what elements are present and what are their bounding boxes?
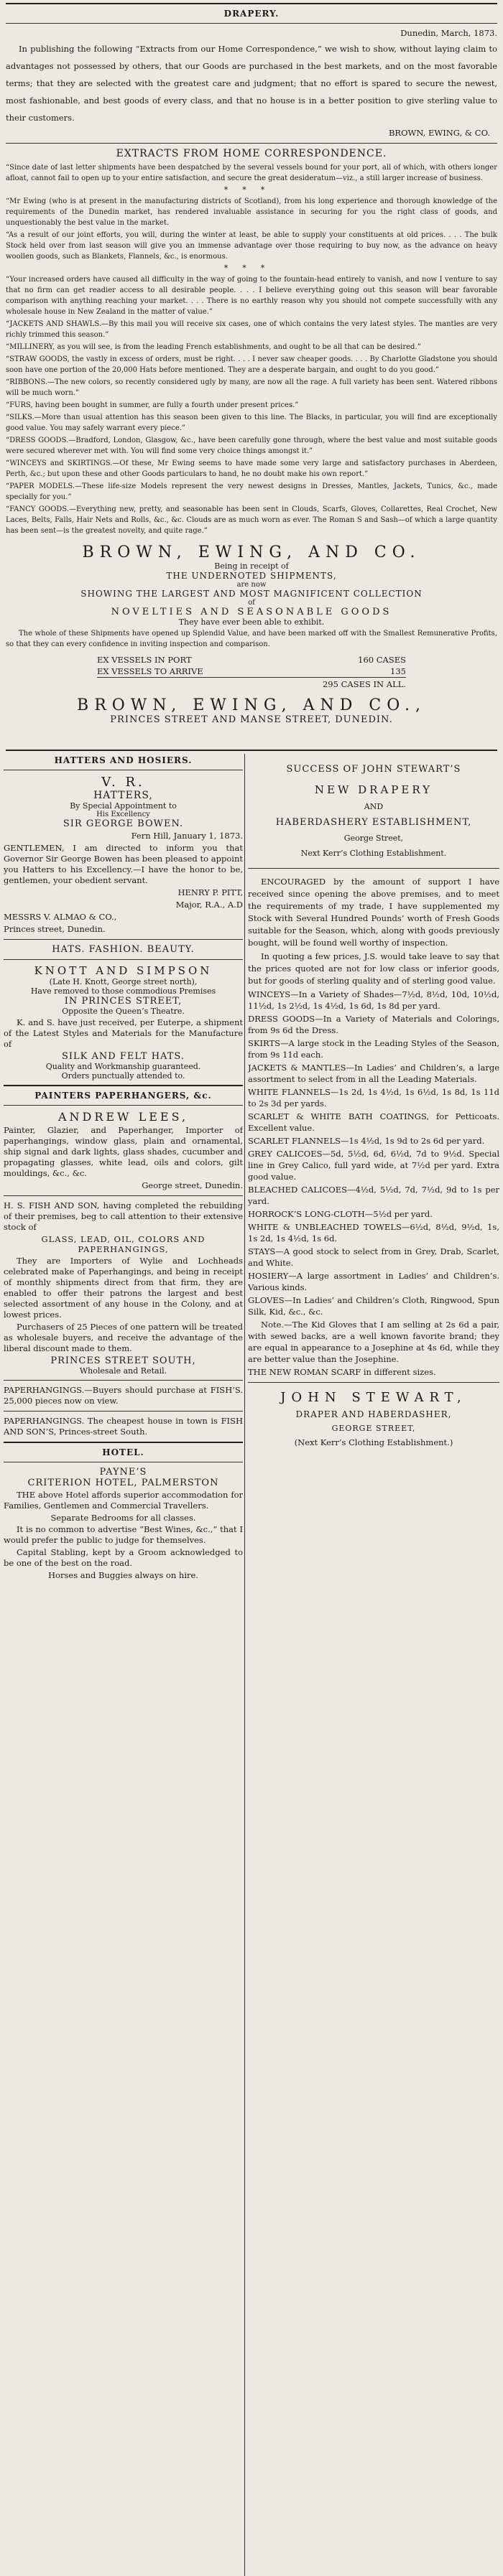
cases-row-arrive: EX VESSELS TO ARRIVE 135	[97, 666, 406, 676]
stewart-item-10: WHITE & UNBLEACHED TOWELS—6½d, 8½d, 9½d, 1s, 1s 2d, 1s 4½d, 1s 6d.	[248, 1222, 499, 1243]
separator-stars: ***	[223, 263, 280, 273]
underside: THE UNDERNOTED SHIPMENTS,	[166, 571, 337, 581]
advertise: It is no common to advertise “Best Wines, &c.,” that I would prefer the public to judge for themselves.	[4, 1524, 243, 1545]
showing: SHOWING THE LARGEST AND MOST MAGNIFICENT COLLECTION	[80, 589, 423, 599]
stewart-item-4: WHITE FLANNELS—1s 2d, 1s 4½d, 1s 6½d, 1s 8d, 1s 11d to 2s 3d per yards.	[248, 1087, 499, 1109]
divider	[248, 1382, 499, 1383]
stewart-body: ENCOURAGED by the amount of support I have received since opening the above premises, and to meet the requirements of my trade, I have supplemented my Stock with Several Hundred Pounds’ worth of Fresh Goods suitable for the Season, which, along with goods previously bought, will be found well worthy of inspection.	[248, 877, 499, 948]
stewart-item-7: GREY CALICOES—5d, 5½d, 6d, 6½d, 7d to 9½d. Special line in Grey Calico, full yard wide, at 7½d per yard. Extra good value.	[248, 1149, 499, 1182]
drapery-heading: DRAPERY.	[223, 9, 280, 19]
hatters-letter: GENTLEMEN, I am directed to inform you that Governor Sir George Bowen has been pleased to appoint you Hatters to his Excellency.—I have the honor to be, gentlemen, your obedient servant.	[4, 843, 243, 885]
stewart-prices: In quoting a few prices, J.S. would take leave to say that the prices quoted are not for low class or inferior goods, but for goods of sterling quality and of sterling good value.	[248, 951, 499, 986]
extract-13: “PAPER MODELS.—These life-size Models represent the very newest designs in Dresses, Mantles, Jackets, Tunics, &c., made specially for you.”	[6, 482, 497, 501]
knott-removed: Have removed to those commodious Premises	[30, 986, 216, 996]
paperhangings-2: PAPERHANGINGS. The cheapest house in town is FISH AND SON’S, Princes-street South.	[4, 1416, 243, 1437]
brown-ewing-bottom: BROWN, EWING, AND CO.,	[77, 696, 426, 714]
whole-shipments: The whole of these Shipments have opened up Splendid Value, and have been marked off with the Smallest Remunerative Profits, so that they can every confidence in inviting inspection and comparison.	[6, 630, 497, 648]
drapery-section	[6, 0, 497, 747]
divider	[4, 1442, 243, 1443]
drapery-dateline: Dunedin, March, 1873.	[400, 28, 497, 38]
next-kerr-2: (Next Kerr’s Clothing Establishment.)	[294, 1437, 453, 1447]
divider	[6, 23, 497, 24]
stewart-item-9: HORROCK’S LONG-CLOTH—5½d per yard.	[248, 1209, 433, 1219]
lees-body: Painter, Glazier, and Paperhanger, Importer of paperhangings, window glass, plain and ornamental, ship signal and dark lights, glass shades, cucumber and propagating glasses, white lead, oils and colors, gilt mouldings, &c., &c.	[4, 1125, 243, 1178]
hotel-heading: HOTEL.	[102, 1447, 144, 1457]
stewart-item-3: JACKETS & MANTLES—In Ladies’ and Children’s, a large assortment to select from in all the Leading Materials.	[248, 1063, 499, 1084]
paynes: PAYNE’S	[99, 1467, 147, 1478]
fern-hill: Fern Hill, January 1, 1873.	[131, 831, 243, 841]
stewart-success: SUCCESS OF JOHN STEWART’S	[286, 764, 461, 775]
stewart-item-0: WINCEYS—In a Variety of Shades—7½d, 8½d, 10d, 10½d, 11½d, 1s 2½d, 1s 4½d, 1s 6d, 1s 8d per yard.	[248, 989, 499, 1011]
right-column	[248, 754, 499, 2576]
extract-14: “FANCY GOODS.—Everything new, pretty, and seasonable has been sent in Clouds, Scarfs, Gloves, Collarettes, Real Crochet, New Laces, Belts, Falls, Hair Nets and Rolls, &c., &c. Clouds are as much worn as ever. The Roman S and Sash—of which a large quantity has been sent—is the greatest novelty, and quite rage.”	[6, 505, 497, 535]
cases-total: 295 CASES IN ALL.	[97, 677, 406, 689]
hatters-heading: HATTERS AND HOSIERS.	[54, 755, 193, 765]
divider	[4, 1085, 243, 1086]
and: AND	[364, 802, 384, 811]
stewart-note: Note.—The Kid Gloves that I am selling at 2s 6d a pair, with sewed backs, are a well known favorite brand; they are equal in appearance to a Josephine at 4s 6d, while they are better value than the Josephine.	[248, 1320, 499, 1364]
column-rule	[244, 754, 245, 2576]
stewart-item-11: STAYS—A good stock to select from in Grey, Drab, Scarlet, and White.	[248, 1246, 499, 1268]
of: of	[248, 599, 255, 607]
haberdashery: HABERDASHERY ESTABLISHMENT,	[275, 817, 472, 828]
lees-name: ANDREW LEES,	[57, 1110, 189, 1124]
brown-ewing-title: BROWN, EWING, AND CO.	[82, 543, 421, 561]
pitt-rank: Major, R.A., A.D	[175, 900, 243, 910]
extract-8: “RIBBONS.—The new colors, so recently considered ugly by many, are now all the rage. A full variety has been sent. Watered ribbons will be much worn.”	[6, 378, 497, 397]
george-street: George Street,	[343, 834, 404, 843]
pitt: HENRY P. PITT,	[177, 887, 243, 897]
roman-scarf: THE NEW ROMAN SCARF in different sizes.	[248, 1367, 436, 1377]
vr-mark: V. R.	[101, 775, 145, 790]
novelties: NOVELTIES AND SEASONABLE GOODS	[111, 607, 392, 617]
fish-purchasers: Purchasers of 25 Pieces of one pattern will be treated as wholesale buyers, and receive the advantage of the liberal discount made to them.	[4, 1322, 243, 1353]
orders: Orders punctually attended to.	[61, 1071, 185, 1081]
hatters-title: HATTERS,	[93, 790, 153, 801]
hats-fashion: HATS. FASHION. BEAUTY.	[52, 944, 195, 955]
paperhangings-1: PAPERHANGINGS.—Buyers should purchase at FISH’S. 25,000 pieces now on view.	[4, 1385, 243, 1406]
almao-addr: Princes street, Dunedin.	[4, 924, 106, 934]
appointment: By Special Appointment to	[70, 801, 177, 811]
divider	[4, 1380, 243, 1381]
section-rule	[6, 750, 497, 751]
knott-opp: Opposite the Queen’s Theatre.	[62, 1007, 185, 1016]
draper-haberdasher: DRAPER AND HABERDASHER,	[295, 1409, 452, 1419]
new-drapery: NEW DRAPERY	[314, 783, 433, 796]
lees-addr: George street, Dunedin.	[142, 1180, 243, 1190]
his-excellency: His Excellency	[96, 811, 150, 818]
extract-3: “As a result of our joint efforts, you will, during the winter at least, be able to supply your constituents at old prices. . . . The bulk Stock held over from last season will give you an immense advantage over those requiring to buy now, as the advance on heavy woollen goods, such as Blankets, Flannels, &c., is enormous.	[6, 231, 497, 261]
divider	[6, 143, 497, 144]
separator-stars: ***	[223, 185, 280, 195]
divider	[248, 868, 499, 869]
divider	[4, 1105, 243, 1106]
cases-row-port: EX VESSELS IN PORT 160 CASES	[97, 655, 406, 665]
stewart-item-12: HOSIERY—A large assortment in Ladies’ and Children’s. Various kinds.	[248, 1271, 499, 1292]
drapery-signature: BROWN, EWING, & CO.	[388, 128, 490, 138]
extract-1: “Since date of last letter shipments have been despatched by the several vessels bound for your port, all of which, with others longer afloat, cannot fail to open up to your entire satisfaction, and secure the great desideratum—viz., a still larger increase of business.	[6, 164, 497, 182]
criterion: CRITERION HOTEL, PALMERSTON	[27, 1478, 219, 1488]
top-rule	[6, 3, 497, 4]
hotel-body: THE above Hotel affords superior accommodation for Families, Gentlemen and Commercial Travellers.	[4, 1490, 243, 1511]
fish-wholesale: Wholesale and Retail.	[79, 1366, 167, 1376]
cases-table	[97, 654, 406, 689]
painters-heading: PAINTERS PAPERHANGERS, &c.	[34, 1091, 212, 1101]
brown-ewing-address: PRINCES STREET AND MANSE STREET, DUNEDIN.	[110, 714, 393, 725]
extract-11: “DRESS GOODS.—Bradford, London, Glasgow, &c., have been carefully gone through, where the best value and most suitable goods were secured wherever met with. You will find some very choice things amongst it.”	[6, 437, 497, 455]
being-receipt: Being in receipt of	[214, 561, 289, 571]
knott-simpson: KNOTT AND SIMPSON	[34, 964, 213, 977]
extract-6: “MILLINERY, as you will see, is from the leading French establishments, and ought to be all that can be desired.”	[6, 343, 421, 351]
ever-shown: They have ever been able to exhibit.	[178, 617, 325, 627]
quality: Quality and Workmanship guaranteed.	[45, 1062, 201, 1071]
fish-body2: They are Importers of Wylie and Lochheads celebrated make of Paperhangings, and being in receipt of monthly shipments direct from that firm, they are enabled to offer their patrons the largest and best selected assortment of any house in the Colony, and at lowest prices.	[4, 1256, 243, 1320]
george-street-2: GEORGE STREET,	[331, 1424, 416, 1433]
are-now: are now	[236, 581, 267, 589]
extract-10: “SILKS.—More than usual attention has this season been given to this line. The Blacks, in particular, you will find are exceptionally good value. You may safely warrant every piece.”	[6, 414, 497, 432]
knott-body: K. and S. have just received, per Euterpe, a shipment of the Latest Styles and Materials for the Manufacture of	[4, 1017, 243, 1049]
separate: Separate Bedrooms for all classes.	[50, 1513, 196, 1523]
left-column	[4, 754, 243, 2576]
stewart-item-8: BLEACHED CALICOES—4½d, 5½d, 7d, 7½d, 9d to 1s per yard.	[248, 1185, 499, 1206]
stewart-item-5: SCARLET & WHITE BATH COATINGS, for Petticoats. Excellent value.	[248, 1111, 499, 1133]
extract-5: “JACKETS AND SHAWLS.—By this mail you will receive six cases, one of which contains the very latest styles. The mantles are very richly trimmed this season.”	[6, 320, 497, 339]
stewart-item-6: SCARLET FLANNELS—1s 4½d, 1s 9d to 2s 6d per yard.	[248, 1136, 485, 1146]
extract-7: “STRAW GOODS, the vastly in excess of orders, must be right. . . . I never saw cheaper goods. . . . By Charlotte Gladstone you should soon have one portion of the 20,000 Hats before mentioned. They are a desperate bargain, and ought to do you good.”	[6, 355, 497, 374]
stewart-item-13: GLOVES—In Ladies’ and Children’s Cloth, Ringwood, Spun Silk, Kid, &c., &c.	[248, 1295, 499, 1317]
divider	[4, 939, 243, 940]
fish-body: H. S. FISH AND SON, having completed the rebuilding of their premises, beg to call attention to their extensive stock of	[4, 1200, 243, 1232]
horses: Horses and Buggies always on hire.	[48, 1570, 198, 1580]
drapery-intro: In publishing the following “Extracts from our Home Correspondence,” we wish to show, without laying claim to advantages not possessed by others, that our Goods are purchased in the best markets, and on the most favorable terms; that they are selected with the greatest care and judgment; that no effort is spared to secure the newest, most fashionable, and best goods of every class, and that no house is in a better position to give sterling value to their customers.	[6, 44, 497, 123]
divider	[4, 959, 243, 960]
extract-2: “Mr Ewing (who is at present in the manufacturing districts of Scotland), from his long experience and thorough knowledge of the requirements of the Dunedin market, has rendered invaluable assistance in securing for you the right class of goods, and unquestionably the best value in the market.	[6, 197, 497, 227]
almao: MESSRS V. ALMAO & CO.,	[4, 912, 117, 922]
knott-princes: IN PRINCES STREET,	[64, 996, 183, 1007]
john-stewart: JOHN STEWART,	[280, 1390, 467, 1405]
fish-glass: GLASS, LEAD, OIL, COLORS AND PAPERHANGINGS,	[41, 1234, 206, 1254]
knott-late: (Late H. Knott, George street north),	[49, 977, 198, 986]
divider	[4, 1195, 243, 1196]
next-kerr: Next Kerr’s Clothing Establishment.	[300, 849, 447, 858]
stewart-item-1: DRESS GOODS—In a Variety of Materials and Colorings, from 9s 6d the Dress.	[248, 1014, 499, 1035]
stabling: Capital Stabling, kept by a Groom acknowledged to be one of the best on the road.	[4, 1547, 243, 1568]
extract-12: “WINCEYS and SKIRTINGS.—Of these, Mr Ewing seems to have made some very large and satisfactory purchases in Aberdeen, Perth, &c.; but upon these and other Goods particulars to hand, he no doubt make his own report.”	[6, 459, 497, 478]
stewart-item-2: SKIRTS—A large stock in the Leading Styles of the Season, from 9s 11d each.	[248, 1038, 499, 1060]
silk-felt: SILK AND FELT HATS.	[62, 1051, 185, 1062]
extracts-heading: EXTRACTS FROM HOME CORRESPONDENCE.	[116, 148, 387, 159]
extract-9: “FURS, having been bought in summer, are fully a fourth under present prices.”	[6, 401, 299, 409]
bowen: SIR GEORGE BOWEN.	[63, 818, 184, 829]
extract-4: “Your increased orders have caused all difficulty in the way of going to the fountain-head entirely to vanish, and now I venture to say that no firm can get readier access to all desirable people. . . . I believe everything going out this season will bear favorable comparison with anything reaching your market. . . . There is no earthly reason why you should not compete successfully with any wholesale house in New Zealand in the matter of value.”	[6, 276, 497, 316]
fish-princes: PRINCES STREET SOUTH,	[50, 1355, 196, 1366]
